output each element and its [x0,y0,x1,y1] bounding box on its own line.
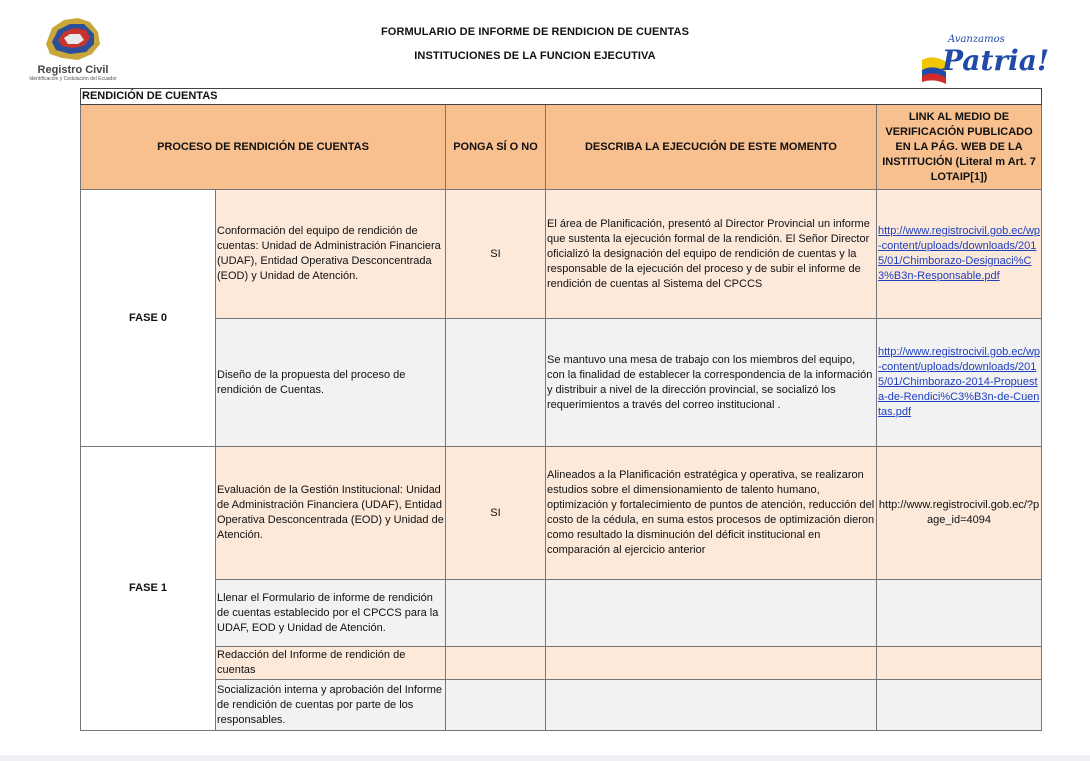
column-header-description: DESCRIBA LA EJECUCIÓN DE ESTE MOMENTO [546,105,877,190]
document-subtitle: INSTITUCIONES DE LA FUNCION EJECUTIVA [414,50,656,62]
column-header-process: PROCESO DE RENDICIÓN DE CUENTAS [81,105,446,190]
rendicion-table [80,88,1042,731]
avanzamos-patria-logo [920,26,1050,86]
document-header [300,26,770,62]
answer-cell [446,319,546,447]
document-title: FORMULARIO DE INFORME DE RENDICION DE CUENTAS [380,26,690,38]
logo-right-big: Patria! [942,44,1050,77]
verification-link-text: http://www.registrocivil.gob.ec/?page_id=4094 [877,447,1042,580]
verification-link[interactable]: http://www.registrocivil.gob.ec/wp-content/uploads/downloads/2015/01/Chimborazo-2014-Propuesta-de-Rendici%C3%B3n-de-Cuentas.pdf [878,346,1041,418]
link-cell [877,580,1042,647]
process-cell: Evaluación de la Gestión Institucional: Unidad de Administración Financiera (UDAF), Entidad Operativa Desconcentrada (EOD) y Unidad de Atención. [216,447,446,580]
process-cell: Redacción del Informe de rendición de cuentas [216,647,446,680]
patria-flag-icon [920,26,1050,86]
answer-cell: SI [446,190,546,319]
logo-left-text: Registro Civil [37,64,109,76]
answer-cell: SI [446,447,546,580]
answer-cell [446,580,546,647]
bottom-strip [0,755,1090,761]
answer-cell [446,680,546,731]
description-cell [546,580,877,647]
link-cell [877,647,1042,680]
process-cell: Socialización interna y aprobación del Informe de rendición de cuentas por parte de los responsables. [216,680,446,731]
description-cell [546,647,877,680]
table-row [81,647,1042,680]
table-row [81,319,1042,447]
logo-left-subtext: Identificación y Cedulación del Ecuador [29,76,117,82]
link-cell [877,680,1042,731]
process-cell: Llenar el Formulario de informe de rendición de cuentas establecido por el CPCCS para la UDAF, EOD y Unidad de Atención. [216,580,446,647]
verification-link[interactable]: http://www.registrocivil.gob.ec/wp-content/uploads/downloads/2015/01/Chimborazo-Designaci%C3%B3n-Responsable.pdf [878,225,1041,282]
description-cell: Se mantuvo una mesa de trabajo con los miembros del equipo, con la finalidad de establecer la correspondencia de la información y distribuir a nivel de la dirección provincial, se socializó los requerimientos a través del correo institucional . [546,319,877,447]
table-row [81,447,1042,580]
description-cell [546,680,877,731]
logo-right-small: Avanzamos [948,34,1005,45]
answer-cell [446,647,546,680]
table-row [81,190,1042,319]
column-header-answer: PONGA SÍ O NO [446,105,546,190]
table-row [81,680,1042,731]
phase-label: FASE 0 [81,190,216,447]
description-cell: El área de Planificación, presentó al Director Provincial un informe que sustenta la ejecución formal de la rendición. El Señor Director oficializó la designación del equipo de rendición de cuentas y la responsable de la ejecución del proceso y de subir el informe de rendición de cuentas al Sistema del CPCCS [546,190,877,319]
process-cell: Conformación del equipo de rendición de cuentas: Unidad de Administración Financiera (UDAF), Entidad Operativa Desconcentrada (EOD) y Unidad de Atención. [216,190,446,319]
section-title: RENDICIÓN DE CUENTAS [81,89,1042,105]
ecuador-map-icon [38,14,108,66]
description-cell: Alineados a la Planificación estratégica y operativa, se realizaron estudios sobre el dimensionamiento de talento humano, optimización y fortalecimiento de puntos de atención, reducción del costo de la cédula, en suma estos procesos de optimización dieron como resultado la disminución del déficit institucional en comparación al ejercicio anterior [546,447,877,580]
phase-label: FASE 1 [81,447,216,731]
registro-civil-logo [28,14,118,84]
process-cell: Diseño de la propuesta del proceso de rendición de Cuentas. [216,319,446,447]
column-header-link: LINK AL MEDIO DE VERIFICACIÓN PUBLICADO EN LA PÁG. WEB DE LA INSTITUCIÓN (Literal m Art. 7 LOTAIP[1]) [877,105,1042,190]
table-row [81,580,1042,647]
